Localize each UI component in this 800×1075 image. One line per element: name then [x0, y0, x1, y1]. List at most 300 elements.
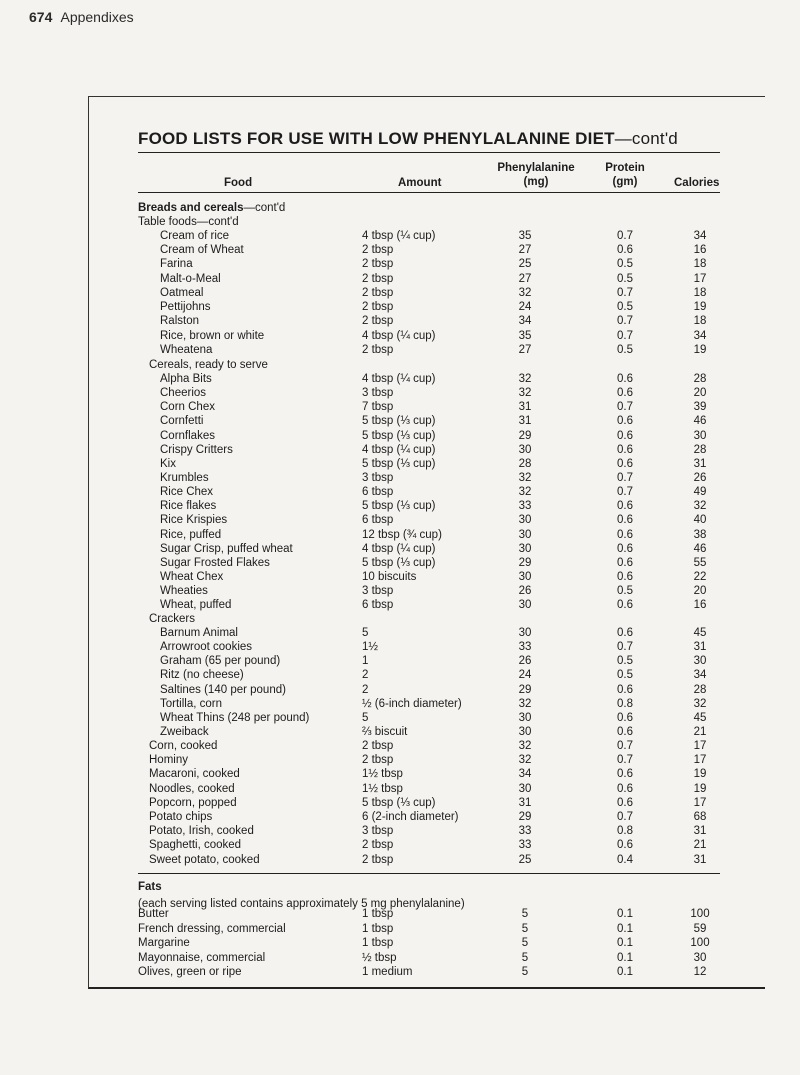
cell-amount: 4 tbsp (¼ cup) [362, 373, 436, 385]
cell-food: Malt-o-Meal [160, 273, 221, 285]
header-calories: Calories [674, 177, 720, 189]
cell-food: Sugar Frosted Flakes [160, 557, 270, 569]
cell-amount: 6 (2-inch diameter) [362, 811, 459, 823]
cell-protein: 0.5 [617, 344, 633, 356]
cell-calories: 45 [693, 712, 707, 724]
cell-food: Mayonnaise, commercial [138, 952, 266, 964]
cell-phenylalanine: 33 [518, 641, 532, 653]
cell-protein: 0.6 [617, 783, 633, 795]
cell-phenylalanine: 32 [518, 472, 532, 484]
cell-calories: 38 [693, 529, 707, 541]
subheading-crackers: Crackers [149, 613, 196, 625]
cell-amount: 2 tbsp [362, 854, 394, 866]
section-heading-fats-title: Fats [138, 881, 162, 893]
cell-food: Macaroni, cooked [149, 768, 240, 780]
cell-calories: 34 [693, 330, 707, 342]
title-rule [138, 152, 720, 153]
cell-amount: 2 tbsp [362, 315, 394, 327]
cell-calories: 19 [693, 344, 707, 356]
table-row [0, 314, 800, 328]
cell-amount: 1½ tbsp [362, 783, 403, 795]
cell-protein: 0.7 [617, 287, 633, 299]
cell-amount: 1 tbsp [362, 908, 394, 920]
cell-calories: 20 [693, 387, 707, 399]
cell-amount: 10 biscuits [362, 571, 417, 583]
cell-protein: 0.5 [617, 669, 633, 681]
cell-phenylalanine: 30 [518, 726, 532, 738]
cell-amount: ⅔ biscuit [362, 726, 408, 738]
cell-food: Wheat Chex [160, 571, 224, 583]
table-row [0, 343, 800, 357]
cell-protein: 0.7 [617, 315, 633, 327]
cell-food: Cream of rice [160, 230, 230, 242]
section-heading-breads-suffix: —cont'd [243, 202, 286, 214]
cell-amount: 1 medium [362, 966, 413, 978]
cell-amount: 5 tbsp (⅓ cup) [362, 415, 436, 427]
cell-calories: 22 [693, 571, 707, 583]
cell-calories: 17 [693, 273, 707, 285]
cell-phenylalanine: 34 [518, 315, 532, 327]
cell-protein: 0.6 [617, 373, 633, 385]
cell-protein: 0.7 [617, 486, 633, 498]
cell-amount: ½ (6-inch diameter) [362, 698, 462, 710]
cell-calories: 18 [693, 315, 707, 327]
table-row [0, 936, 800, 950]
cell-calories: 40 [693, 514, 707, 526]
cell-food: Rice Chex [160, 486, 214, 498]
cell-calories: 31 [693, 854, 707, 866]
table-row [0, 810, 800, 824]
table-row [0, 838, 800, 852]
cell-phenylalanine: 27 [518, 344, 532, 356]
table-row [0, 429, 800, 443]
header-phenylalanine [488, 161, 584, 189]
table-row [0, 683, 800, 697]
cell-amount: 2 [362, 684, 369, 696]
cell-food: Butter [138, 908, 169, 920]
cell-protein: 0.5 [617, 273, 633, 285]
cell-calories: 31 [693, 458, 707, 470]
section-heading-breads-title: Breads and cereals [138, 202, 244, 214]
cell-protein: 0.7 [617, 641, 633, 653]
cell-protein: 0.6 [617, 529, 633, 541]
cell-phenylalanine: 35 [518, 330, 532, 342]
cell-calories: 17 [693, 740, 707, 752]
table-row [0, 229, 800, 243]
cell-phenylalanine: 5 [521, 952, 529, 964]
table-row [0, 584, 800, 598]
table-row [0, 272, 800, 286]
table-row [0, 725, 800, 739]
table-row [0, 951, 800, 965]
cell-amount: 6 tbsp [362, 514, 394, 526]
cell-amount: 2 tbsp [362, 287, 394, 299]
cell-amount: 2 tbsp [362, 301, 394, 313]
header-amount: Amount [398, 177, 442, 189]
cell-phenylalanine: 32 [518, 373, 532, 385]
cell-protein: 0.6 [617, 768, 633, 780]
page-header [29, 9, 134, 25]
table-row [0, 782, 800, 796]
cell-protein: 0.7 [617, 472, 633, 484]
cell-protein: 0.1 [617, 937, 633, 949]
cell-amount: 1 [362, 655, 369, 667]
header-phenylalanine-unit: (mg) [523, 176, 549, 188]
cell-protein: 0.6 [617, 839, 633, 851]
table-row [0, 499, 800, 513]
cell-amount: 3 tbsp [362, 585, 394, 597]
cell-calories: 20 [693, 585, 707, 597]
section-heading-fats [138, 880, 162, 894]
cell-food: Pettijohns [160, 301, 211, 313]
table-row [0, 372, 800, 386]
table-row [0, 824, 800, 838]
cell-phenylalanine: 34 [518, 768, 532, 780]
cell-phenylalanine: 35 [518, 230, 532, 242]
cell-food: Wheat Thins (248 per pound) [160, 712, 310, 724]
cell-food: Oatmeal [160, 287, 204, 299]
cell-food: Cornflakes [160, 430, 215, 442]
cell-phenylalanine: 32 [518, 698, 532, 710]
table-row [0, 697, 800, 711]
cell-amount: 1½ [362, 641, 378, 653]
cell-phenylalanine: 27 [518, 273, 532, 285]
cell-food: Ralston [160, 315, 199, 327]
table-row [0, 654, 800, 668]
cell-phenylalanine: 30 [518, 529, 532, 541]
table-title [138, 129, 678, 149]
cell-protein: 0.6 [617, 415, 633, 427]
table-row [0, 471, 800, 485]
table-row [0, 400, 800, 414]
cell-calories: 19 [693, 301, 707, 313]
cell-food: Sweet potato, cooked [149, 854, 260, 866]
table-row [0, 542, 800, 556]
cell-calories: 49 [693, 486, 707, 498]
cell-phenylalanine: 32 [518, 754, 532, 766]
fats-rule [138, 873, 720, 874]
cell-protein: 0.6 [617, 500, 633, 512]
table-row [0, 443, 800, 457]
cell-calories: 19 [693, 768, 707, 780]
table-row [0, 457, 800, 471]
cell-food: Sugar Crisp, puffed wheat [160, 543, 293, 555]
cell-protein: 0.6 [617, 543, 633, 555]
cell-protein: 0.6 [617, 599, 633, 611]
table-row [0, 556, 800, 570]
cell-amount: 2 tbsp [362, 273, 394, 285]
cell-amount: 5 [362, 712, 369, 724]
cell-food: Kix [160, 458, 176, 470]
table-row [0, 922, 800, 936]
cell-protein: 0.1 [617, 966, 633, 978]
cell-calories: 46 [693, 415, 707, 427]
table-row [0, 796, 800, 810]
table-row [0, 386, 800, 400]
table-row [0, 286, 800, 300]
cell-food: Ritz (no cheese) [160, 669, 244, 681]
cell-phenylalanine: 33 [518, 839, 532, 851]
cell-amount: 2 tbsp [362, 244, 394, 256]
cell-food: Popcorn, popped [149, 797, 237, 809]
table-row [0, 513, 800, 527]
cell-phenylalanine: 30 [518, 627, 532, 639]
cell-food: Crispy Critters [160, 444, 233, 456]
cell-amount: 2 [362, 669, 369, 681]
cell-phenylalanine: 5 [521, 923, 529, 935]
cell-calories: 100 [690, 908, 710, 920]
subheading-cereals: Cereals, ready to serve [149, 359, 268, 371]
table-row [0, 753, 800, 767]
cell-protein: 0.6 [617, 726, 633, 738]
fats-note: (each serving listed contains approximately 5 mg phenylalanine) [138, 898, 465, 910]
cell-food: Spaghetti, cooked [149, 839, 242, 851]
cell-phenylalanine: 5 [521, 966, 529, 978]
cell-calories: 55 [693, 557, 707, 569]
cell-protein: 0.6 [617, 712, 633, 724]
cell-calories: 68 [693, 811, 707, 823]
cell-protein: 0.7 [617, 754, 633, 766]
cell-protein: 0.7 [617, 230, 633, 242]
table-row [0, 767, 800, 781]
cell-protein: 0.5 [617, 301, 633, 313]
cell-phenylalanine: 31 [518, 401, 532, 413]
cell-phenylalanine: 5 [521, 937, 529, 949]
cell-food: French dressing, commercial [138, 923, 286, 935]
cell-phenylalanine: 27 [518, 244, 532, 256]
cell-protein: 0.7 [617, 811, 633, 823]
cell-phenylalanine: 30 [518, 712, 532, 724]
cell-amount: 3 tbsp [362, 472, 394, 484]
cell-phenylalanine: 32 [518, 486, 532, 498]
cell-calories: 26 [693, 472, 707, 484]
header-rule [138, 192, 720, 193]
table-row [0, 640, 800, 654]
cell-food: Wheat, puffed [160, 599, 232, 611]
cell-calories: 17 [693, 754, 707, 766]
cell-phenylalanine: 31 [518, 797, 532, 809]
cell-protein: 0.6 [617, 430, 633, 442]
table-row [0, 243, 800, 257]
cell-amount: 7 tbsp [362, 401, 394, 413]
cell-food: Potato chips [149, 811, 213, 823]
cell-phenylalanine: 30 [518, 444, 532, 456]
cell-calories: 12 [693, 966, 707, 978]
cell-calories: 19 [693, 783, 707, 795]
cell-protein: 0.6 [617, 444, 633, 456]
table-row [0, 485, 800, 499]
cell-calories: 18 [693, 287, 707, 299]
cell-phenylalanine: 28 [518, 458, 532, 470]
cell-food: Corn, cooked [149, 740, 218, 752]
cell-protein: 0.6 [617, 514, 633, 526]
cell-amount: 2 tbsp [362, 839, 394, 851]
cell-calories: 31 [693, 641, 707, 653]
cell-protein: 0.6 [617, 387, 633, 399]
cell-protein: 0.5 [617, 585, 633, 597]
header-protein-name: Protein [605, 162, 645, 174]
table-row [0, 414, 800, 428]
cell-calories: 28 [693, 373, 707, 385]
cell-food: Krumbles [160, 472, 209, 484]
cell-calories: 28 [693, 444, 707, 456]
table-row [0, 329, 800, 343]
table-row [0, 626, 800, 640]
cell-protein: 0.6 [617, 557, 633, 569]
cell-food: Olives, green or ripe [138, 966, 242, 978]
cell-protein: 0.8 [617, 825, 633, 837]
table-row [0, 907, 800, 921]
cell-protein: 0.7 [617, 740, 633, 752]
cell-calories: 16 [693, 599, 707, 611]
cell-protein: 0.6 [617, 797, 633, 809]
cell-phenylalanine: 26 [518, 585, 532, 597]
page-number: 674 [29, 9, 53, 25]
cell-phenylalanine: 29 [518, 684, 532, 696]
table-row [0, 257, 800, 271]
cell-amount: 5 tbsp (⅓ cup) [362, 458, 436, 470]
cell-amount: 6 tbsp [362, 599, 394, 611]
cell-food: Graham (65 per pound) [160, 655, 281, 667]
cell-amount: 5 tbsp (⅓ cup) [362, 557, 436, 569]
cell-food: Rice, puffed [160, 529, 222, 541]
cell-amount: 3 tbsp [362, 825, 394, 837]
cell-phenylalanine: 29 [518, 557, 532, 569]
cell-phenylalanine: 32 [518, 287, 532, 299]
cell-calories: 31 [693, 825, 707, 837]
cell-phenylalanine: 30 [518, 599, 532, 611]
cell-protein: 0.5 [617, 655, 633, 667]
cell-food: Rice flakes [160, 500, 217, 512]
cell-food: Farina [160, 258, 193, 270]
cell-calories: 28 [693, 684, 707, 696]
page-section-title: Appendixes [60, 9, 134, 25]
cell-phenylalanine: 30 [518, 783, 532, 795]
cell-food: Cream of Wheat [160, 244, 244, 256]
cell-calories: 17 [693, 797, 707, 809]
cell-protein: 0.6 [617, 458, 633, 470]
cell-protein: 0.6 [617, 627, 633, 639]
cell-phenylalanine: 5 [521, 908, 529, 920]
cell-phenylalanine: 30 [518, 571, 532, 583]
cell-protein: 0.6 [617, 244, 633, 256]
cell-amount: ½ tbsp [362, 952, 397, 964]
cell-amount: 5 [362, 627, 369, 639]
table-row [0, 965, 800, 979]
table-row [0, 570, 800, 584]
cell-amount: 3 tbsp [362, 387, 394, 399]
table-title-main: FOOD LISTS FOR USE WITH LOW PHENYLALANINE DIET [138, 129, 615, 148]
cell-amount: 2 tbsp [362, 258, 394, 270]
cell-calories: 100 [690, 937, 710, 949]
cell-protein: 0.1 [617, 923, 633, 935]
cell-phenylalanine: 33 [518, 500, 532, 512]
cell-calories: 59 [693, 923, 707, 935]
cell-protein: 0.1 [617, 908, 633, 920]
cell-amount: 1 tbsp [362, 937, 394, 949]
cell-food: Tortilla, corn [160, 698, 222, 710]
cell-calories: 21 [693, 839, 707, 851]
table-row [0, 528, 800, 542]
cell-food: Barnum Animal [160, 627, 238, 639]
cell-calories: 30 [693, 952, 707, 964]
cell-phenylalanine: 24 [518, 301, 532, 313]
cell-protein: 0.8 [617, 698, 633, 710]
cell-amount: 5 tbsp (⅓ cup) [362, 430, 436, 442]
cell-phenylalanine: 33 [518, 825, 532, 837]
cell-food: Alpha Bits [160, 373, 212, 385]
cell-calories: 39 [693, 401, 707, 413]
cell-calories: 32 [693, 698, 707, 710]
cell-protein: 0.1 [617, 952, 633, 964]
subheading-table-foods: Table foods—cont'd [138, 216, 239, 228]
cell-amount: 4 tbsp (¼ cup) [362, 230, 436, 242]
cell-food: Cheerios [160, 387, 207, 399]
cell-amount: 2 tbsp [362, 754, 394, 766]
cell-phenylalanine: 32 [518, 740, 532, 752]
cell-calories: 32 [693, 500, 707, 512]
cell-phenylalanine: 30 [518, 543, 532, 555]
cell-food: Zweiback [160, 726, 209, 738]
cell-amount: 4 tbsp (¼ cup) [362, 543, 436, 555]
cell-amount: 1½ tbsp [362, 768, 403, 780]
cell-amount: 5 tbsp (⅓ cup) [362, 797, 436, 809]
section-heading-breads [138, 201, 285, 215]
cell-amount: 2 tbsp [362, 344, 394, 356]
header-phenylalanine-name: Phenylalanine [497, 162, 575, 174]
cell-amount: 12 tbsp (¾ cup) [362, 529, 442, 541]
cell-food: Arrowroot cookies [160, 641, 253, 653]
cell-food: Wheatena [160, 344, 213, 356]
cell-phenylalanine: 25 [518, 854, 532, 866]
cell-amount: 1 tbsp [362, 923, 394, 935]
cell-food: Potato, Irish, cooked [149, 825, 254, 837]
cell-amount: 2 tbsp [362, 740, 394, 752]
cell-food: Rice, brown or white [160, 330, 265, 342]
cell-calories: 46 [693, 543, 707, 555]
header-protein-unit: (gm) [612, 176, 638, 188]
cell-protein: 0.5 [617, 258, 633, 270]
cell-amount: 6 tbsp [362, 486, 394, 498]
header-protein [595, 161, 655, 189]
cell-phenylalanine: 32 [518, 387, 532, 399]
cell-food: Cornfetti [160, 415, 204, 427]
cell-calories: 16 [693, 244, 707, 256]
cell-calories: 34 [693, 669, 707, 681]
table-row [0, 300, 800, 314]
cell-phenylalanine: 29 [518, 811, 532, 823]
cell-calories: 18 [693, 258, 707, 270]
table-title-suffix: —cont'd [614, 129, 678, 148]
cell-food: Hominy [149, 754, 188, 766]
cell-calories: 30 [693, 655, 707, 667]
cell-amount: 4 tbsp (¼ cup) [362, 330, 436, 342]
cell-phenylalanine: 31 [518, 415, 532, 427]
cell-calories: 21 [693, 726, 707, 738]
cell-food: Saltines (140 per pound) [160, 684, 286, 696]
cell-phenylalanine: 24 [518, 669, 532, 681]
cell-phenylalanine: 30 [518, 514, 532, 526]
cell-protein: 0.7 [617, 330, 633, 342]
cell-phenylalanine: 25 [518, 258, 532, 270]
cell-phenylalanine: 29 [518, 430, 532, 442]
table-row [0, 739, 800, 753]
cell-protein: 0.6 [617, 571, 633, 583]
cell-amount: 4 tbsp (¼ cup) [362, 444, 436, 456]
table-row [0, 668, 800, 682]
cell-food: Corn Chex [160, 401, 215, 413]
cell-calories: 34 [693, 230, 707, 242]
